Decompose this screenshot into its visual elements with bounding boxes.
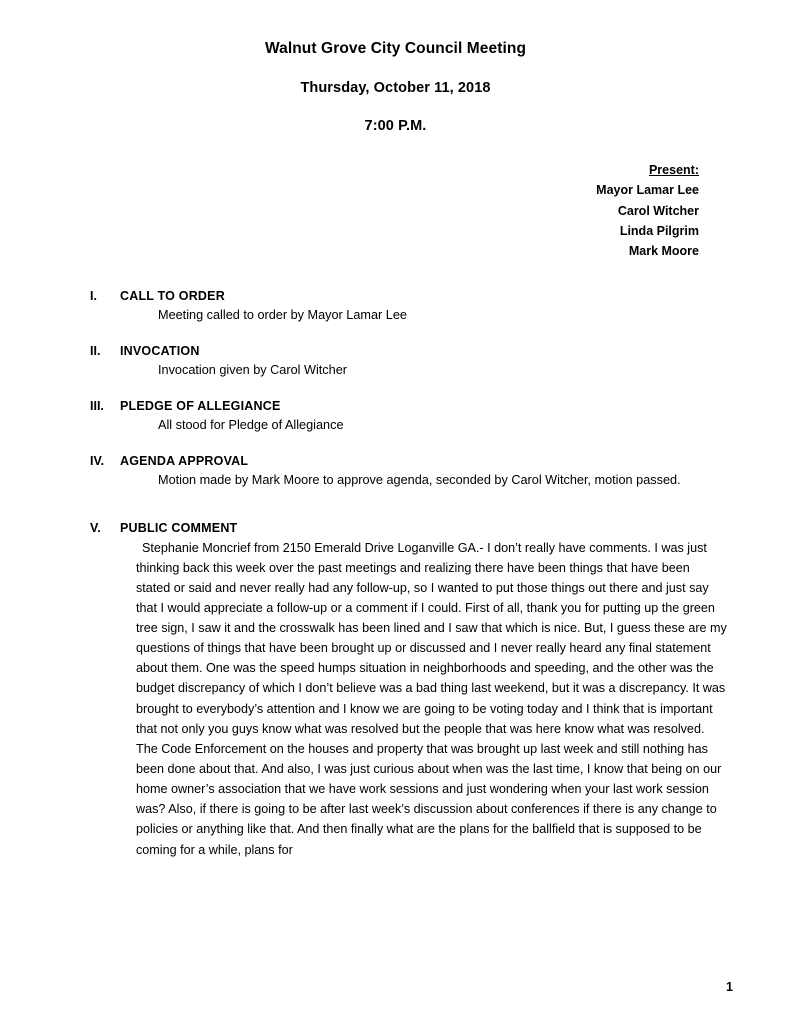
section-numeral: II. (90, 344, 101, 359)
attendees-heading: Present: (648, 163, 699, 177)
section-heading: AGENDA APPROVAL (120, 453, 249, 468)
sections-container (58, 289, 733, 860)
section-numeral: III. (90, 398, 104, 413)
page-title: Walnut Grove City Council Meeting (264, 40, 527, 57)
page-number: 1 (726, 980, 733, 994)
section-body: Motion made by Mark Moore to approve agenda, seconded by Carol Witcher, motion passed. (158, 472, 681, 487)
meeting-time: 7:00 P.M. (364, 118, 427, 134)
section-heading: CALL TO ORDER (120, 289, 225, 304)
section-body: Meeting called to order by Mayor Lamar Lee (158, 308, 407, 323)
section-invocation (58, 344, 733, 381)
attendee-name: Mark Moore (628, 244, 699, 258)
attendees-block (58, 160, 733, 261)
attendee-name: Mayor Lamar Lee (596, 183, 699, 198)
section-agenda-approval (58, 454, 733, 491)
meeting-date: Thursday, October 11, 2018 (300, 80, 491, 96)
section-body: Invocation given by Carol Witcher (158, 363, 347, 378)
section-heading: PLEDGE OF ALLEGIANCE (120, 398, 281, 413)
section-pledge-of-allegiance (58, 399, 733, 436)
section-call-to-order (58, 289, 733, 326)
section-public-comment (58, 521, 733, 860)
section-heading: INVOCATION (120, 344, 200, 359)
section-body: Stephanie Moncrief from 2150 Emerald Drive Loganville GA.- I don’t really have comments. I was just thinking back this week over the past meetings and realizing there have been things that have been stated or said and never really had any follow-up, so I wanted to put those things out there and just say that I would appreciate a follow-up or a comment if I could. First of all, thank you for putting up the green tree sign, I saw it and the crosswalk has been lined and I saw that which is nice. But, I guess these are my questions of things that have been brought up or discussed and I never really heard any final statement about them. One was the speed humps situation in neighborhoods and speeding, and the other was the budget discrepancy of which I don’t believe was a bad thing last weekend, but it was a discrepancy. It was brought to everybody’s attention and I know we are going to be voting today and I think that is important that not only you guys know what was resolved but the people that was here know what was resolved. The Code Enforcement on the houses and property that was brought up last week and still nothing has been done about that. And also, I was just curious about when was the last time, I know that being on our home owner’s association that we have work sessions and just wondering when your last work session was? Also, if there is going to be after last week’s discussion about conferences if there is any change to policies or anything like that. And then finally what are the plans for the ballfield that is supposed to be coming for a while, plans for (136, 540, 727, 857)
attendee-name: Carol Witcher (617, 203, 699, 218)
section-numeral: IV. (90, 453, 105, 468)
section-body: All stood for Pledge of Allegiance (158, 417, 344, 432)
section-heading: PUBLIC COMMENT (120, 520, 238, 535)
attendee-name: Linda Pilgrim (619, 223, 699, 238)
section-numeral: I. (90, 289, 97, 304)
section-numeral: V. (90, 520, 101, 535)
document-title-block (58, 40, 733, 134)
